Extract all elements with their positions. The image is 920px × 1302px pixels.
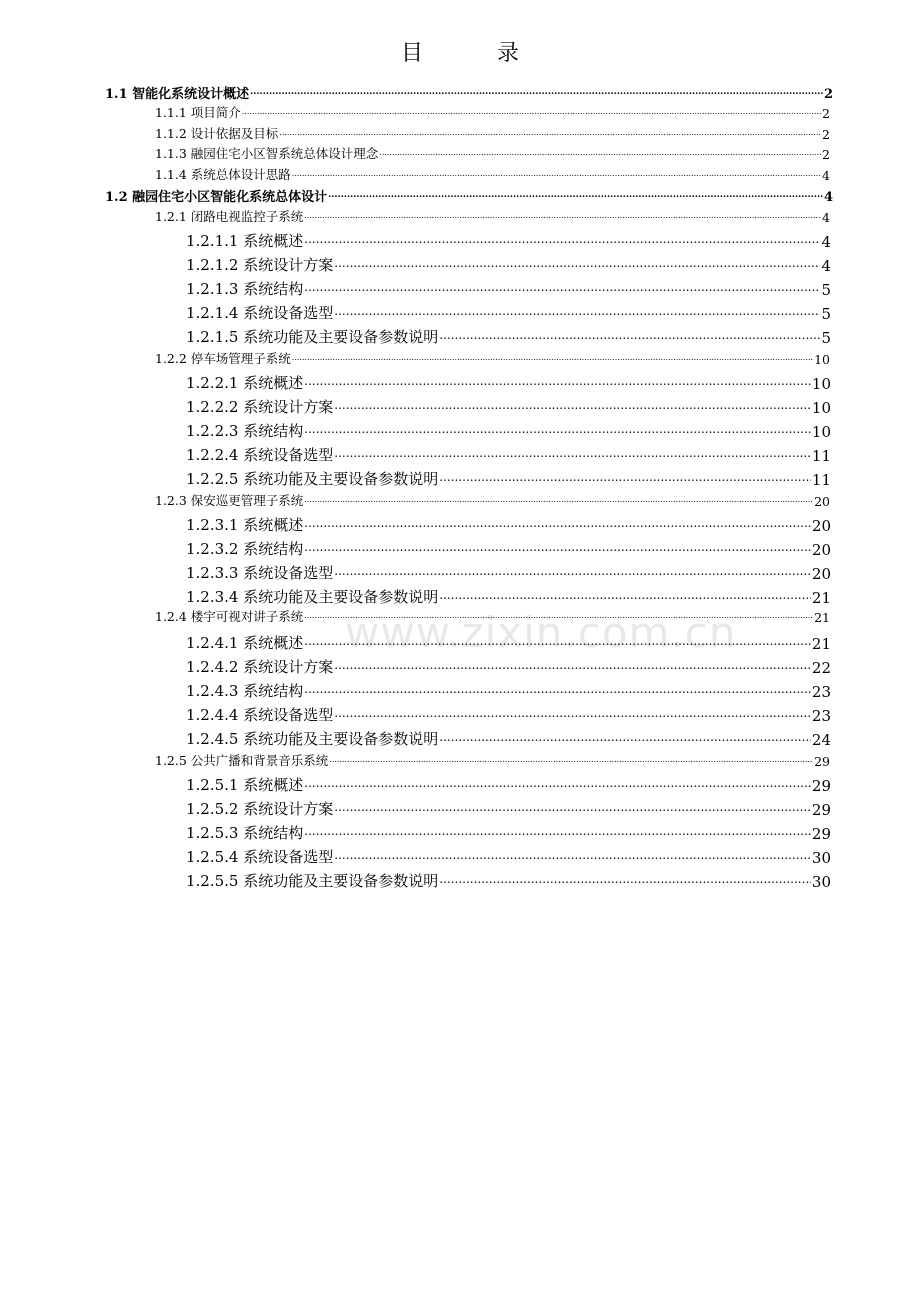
toc-entry-label: 1.2.2.4 系统设备选型 bbox=[186, 446, 334, 464]
toc-entry[interactable] bbox=[105, 82, 833, 102]
toc-entry-label: 1.2.5.1 系统概述 bbox=[186, 776, 304, 794]
toc-entry-label: 1.2.5.5 系统功能及主要设备参数说明 bbox=[186, 872, 439, 890]
toc-entry-label: 1.2.5.2 系统设计方案 bbox=[186, 800, 334, 818]
toc-entry-label: 1.2.4.3 系统结构 bbox=[186, 682, 304, 700]
toc-entry-page: 23 bbox=[811, 683, 831, 701]
toc-entry[interactable] bbox=[186, 228, 831, 251]
toc-entry-page: 11 bbox=[811, 471, 831, 489]
toc-entry-label: 1.2.4.2 系统设计方案 bbox=[186, 658, 334, 676]
toc-leader-dots bbox=[292, 348, 813, 367]
toc-leader-dots bbox=[304, 606, 813, 625]
toc-entry[interactable] bbox=[186, 394, 831, 417]
toc-leader-dots bbox=[304, 418, 811, 441]
toc-entry[interactable] bbox=[155, 606, 830, 625]
toc-entry-page: 4 bbox=[822, 210, 830, 225]
toc-entry-page: 30 bbox=[811, 849, 831, 867]
toc-entry[interactable] bbox=[155, 348, 830, 367]
toc-entry-label: 1.2.1.2 系统设计方案 bbox=[186, 256, 334, 274]
toc-leader-dots bbox=[304, 228, 820, 251]
toc-entry-page: 20 bbox=[811, 541, 831, 559]
toc-leader-dots bbox=[304, 512, 811, 535]
toc-entry-label: 1.2.2.1 系统概述 bbox=[186, 374, 304, 392]
toc-entry[interactable] bbox=[186, 276, 831, 299]
toc-leader-dots bbox=[334, 702, 811, 725]
toc-entry-page: 5 bbox=[821, 329, 831, 347]
toc-entry-page: 10 bbox=[811, 375, 831, 393]
toc-entry-page: 30 bbox=[811, 873, 831, 891]
toc-entry-page: 10 bbox=[811, 399, 831, 417]
toc-leader-dots bbox=[334, 252, 820, 275]
toc-entry-label: 1.2.2.2 系统设计方案 bbox=[186, 398, 334, 416]
toc-entry-label: 1.2.4.4 系统设备选型 bbox=[186, 706, 334, 724]
toc-entry-page: 4 bbox=[823, 190, 833, 205]
toc-entry-label: 1.2 融园住宅小区智能化系统总体设计 bbox=[105, 190, 328, 205]
toc-entry-page: 21 bbox=[814, 610, 830, 625]
toc-entry[interactable] bbox=[155, 206, 830, 225]
toc-entry-label: 1.2.3.1 系统概述 bbox=[186, 516, 304, 534]
toc-entry-page: 2 bbox=[822, 147, 830, 162]
toc-entry[interactable] bbox=[186, 820, 831, 843]
toc-entry-label: 1.2.4.1 系统概述 bbox=[186, 634, 304, 652]
toc-leader-dots bbox=[329, 750, 813, 769]
toc-entry[interactable] bbox=[186, 678, 831, 701]
toc-entry[interactable] bbox=[186, 630, 831, 653]
toc-leader-dots bbox=[304, 820, 811, 843]
toc-entry[interactable] bbox=[186, 726, 831, 749]
toc-entry-page: 4 bbox=[821, 257, 831, 275]
toc-leader-dots bbox=[439, 726, 811, 749]
toc-entry[interactable] bbox=[155, 750, 830, 769]
toc-entry-page: 24 bbox=[811, 731, 831, 749]
toc-entry[interactable] bbox=[186, 584, 831, 607]
toc-entry-label: 1.1.1 项目简介 bbox=[155, 105, 241, 120]
toc-entry-page: 10 bbox=[814, 352, 830, 367]
toc-entry-page: 10 bbox=[811, 423, 831, 441]
toc-entry-page: 23 bbox=[811, 707, 831, 725]
toc-entry-page: 20 bbox=[811, 517, 831, 535]
toc-entry[interactable] bbox=[186, 466, 831, 489]
toc-entry-page: 5 bbox=[821, 281, 831, 299]
toc-entry-label: 1.2.2.3 系统结构 bbox=[186, 422, 304, 440]
toc-entry[interactable] bbox=[186, 772, 831, 795]
toc-leader-dots bbox=[334, 442, 811, 465]
toc-entry-page: 11 bbox=[811, 447, 831, 465]
toc-entry[interactable] bbox=[155, 102, 830, 121]
toc-leader-dots bbox=[334, 560, 811, 583]
toc-entry[interactable] bbox=[186, 654, 831, 677]
toc-entry[interactable] bbox=[186, 868, 831, 891]
toc-leader-dots bbox=[334, 394, 811, 417]
toc-leader-dots bbox=[334, 844, 811, 867]
toc-entry-page: 2 bbox=[823, 87, 833, 102]
toc-leader-dots bbox=[279, 123, 821, 142]
toc-entry-page: 22 bbox=[811, 659, 831, 677]
toc-leader-dots bbox=[379, 143, 821, 162]
toc-entry-label: 1.2.5.4 系统设备选型 bbox=[186, 848, 334, 866]
toc-entry-label: 1.1.3 融园住宅小区智系统总体设计理念 bbox=[155, 146, 379, 161]
toc-entry-page: 29 bbox=[814, 754, 830, 769]
toc-leader-dots bbox=[304, 370, 811, 393]
toc-entry-page: 2 bbox=[822, 127, 830, 142]
toc-leader-dots bbox=[304, 678, 811, 701]
toc-leader-dots bbox=[439, 324, 820, 347]
toc-leader-dots bbox=[439, 584, 811, 607]
toc-entry-label: 1.1.2 设计依据及目标 bbox=[155, 126, 279, 141]
toc-leader-dots bbox=[334, 300, 820, 323]
toc-entry-label: 1.2.1.1 系统概述 bbox=[186, 232, 304, 250]
toc-entry-label: 1.2.3 保安巡更管理子系统 bbox=[155, 493, 304, 508]
toc-entry-page: 29 bbox=[811, 825, 831, 843]
toc-entry[interactable] bbox=[186, 844, 831, 867]
toc-entry-page: 5 bbox=[821, 305, 831, 323]
toc-entry-label: 1.2.5 公共广播和背景音乐系统 bbox=[155, 753, 329, 768]
toc-entry-page: 4 bbox=[822, 168, 830, 183]
toc-entry-label: 1.2.3.3 系统设备选型 bbox=[186, 564, 334, 582]
toc-entry[interactable] bbox=[155, 123, 830, 142]
toc-entry[interactable] bbox=[186, 324, 831, 347]
toc-entry-label: 1.2.5.3 系统结构 bbox=[186, 824, 304, 842]
watermark: www.zixin.com.cn bbox=[345, 608, 737, 657]
toc-title: 目 录 bbox=[400, 41, 545, 66]
toc-entry[interactable] bbox=[186, 418, 831, 441]
toc-entry-label: 1.2.3.2 系统结构 bbox=[186, 540, 304, 558]
toc-leader-dots bbox=[439, 868, 811, 891]
toc-entry[interactable] bbox=[186, 796, 831, 819]
toc-entry-label: 1.2.3.4 系统功能及主要设备参数说明 bbox=[186, 588, 439, 606]
toc-entry[interactable] bbox=[186, 512, 831, 535]
toc-entry[interactable] bbox=[186, 702, 831, 725]
toc-leader-dots bbox=[242, 102, 821, 121]
toc-leader-dots bbox=[292, 164, 821, 183]
toc-leader-dots bbox=[304, 276, 820, 299]
toc-entry-page: 2 bbox=[822, 106, 830, 121]
toc-entry[interactable] bbox=[186, 536, 831, 559]
toc-entry-label: 1.2.4.5 系统功能及主要设备参数说明 bbox=[186, 730, 439, 748]
toc-leader-dots bbox=[304, 630, 811, 653]
toc-entry-label: 1.2.2 停车场管理子系统 bbox=[155, 351, 291, 366]
toc-entry-page: 29 bbox=[811, 777, 831, 795]
toc-entry[interactable] bbox=[155, 490, 830, 509]
toc-entry-page: 21 bbox=[811, 589, 831, 607]
toc-leader-dots bbox=[304, 206, 821, 225]
toc-leader-dots bbox=[328, 185, 823, 205]
toc-entry[interactable] bbox=[155, 143, 830, 162]
toc-entry-page: 29 bbox=[811, 801, 831, 819]
toc-leader-dots bbox=[250, 82, 823, 102]
toc-leader-dots bbox=[304, 536, 811, 559]
toc-entry-label: 1.2.1 闭路电视监控子系统 bbox=[155, 209, 304, 224]
toc-entry[interactable] bbox=[186, 560, 831, 583]
toc-entry[interactable] bbox=[186, 442, 831, 465]
toc-entry-label: 1.1.4 系统总体设计思路 bbox=[155, 167, 291, 182]
toc-entry-page: 21 bbox=[811, 635, 831, 653]
toc-leader-dots bbox=[304, 490, 813, 509]
toc-entry[interactable] bbox=[186, 300, 831, 323]
toc-leader-dots bbox=[304, 772, 811, 795]
toc-entry-page: 20 bbox=[811, 565, 831, 583]
toc-entry-label: 1.2.4 楼宇可视对讲子系统 bbox=[155, 609, 304, 624]
toc-leader-dots bbox=[334, 654, 811, 677]
toc-entry[interactable] bbox=[105, 185, 833, 205]
toc-leader-dots bbox=[334, 796, 811, 819]
toc-entry[interactable] bbox=[155, 164, 830, 183]
toc-entry-page: 20 bbox=[814, 494, 830, 509]
toc-entry[interactable] bbox=[186, 370, 831, 393]
toc-entry-label: 1.2.1.5 系统功能及主要设备参数说明 bbox=[186, 328, 439, 346]
toc-entry-label: 1.1 智能化系统设计概述 bbox=[105, 87, 250, 102]
toc-entry-label: 1.2.2.5 系统功能及主要设备参数说明 bbox=[186, 470, 439, 488]
toc-entry-label: 1.2.1.4 系统设备选型 bbox=[186, 304, 334, 322]
toc-entry[interactable] bbox=[186, 252, 831, 275]
toc-entry-page: 4 bbox=[821, 233, 831, 251]
toc-leader-dots bbox=[439, 466, 811, 489]
toc-entry-label: 1.2.1.3 系统结构 bbox=[186, 280, 304, 298]
